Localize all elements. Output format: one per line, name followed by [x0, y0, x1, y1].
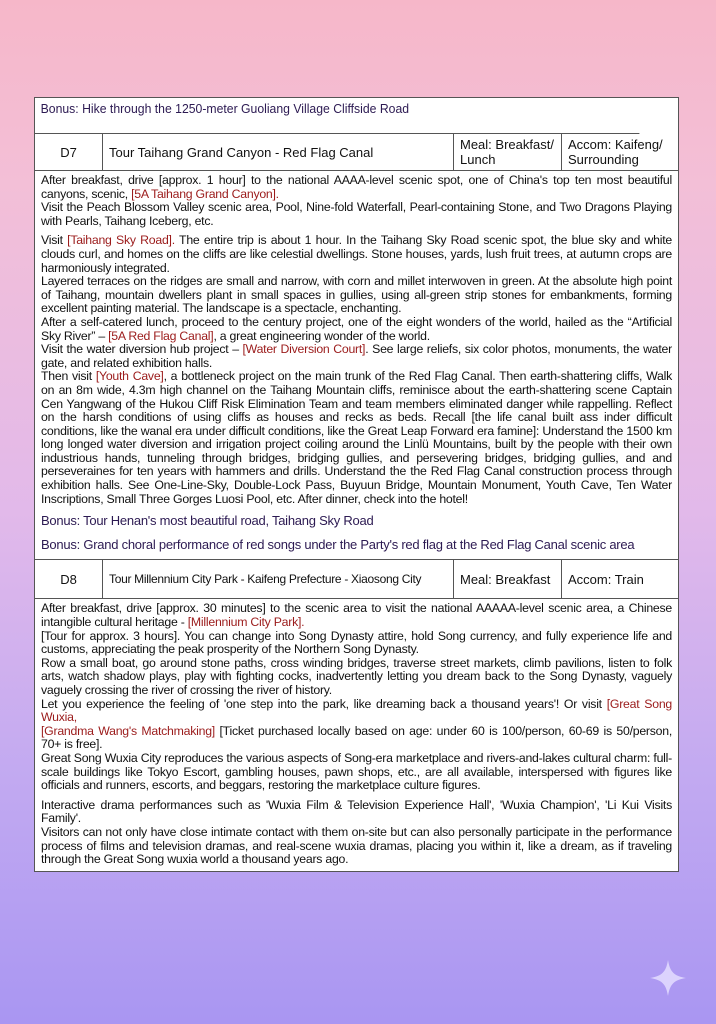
route-title: Tour Millennium City Park - Kaifeng Prefecture - Xiaosong City [103, 560, 454, 598]
bonus-guoliang: Bonus: Hike through the 1250-meter Guoliang Village Cliffside Road [35, 98, 639, 134]
four-point-star-icon [648, 958, 688, 998]
day-details-d8 [35, 599, 678, 870]
paragraph: Layered terraces on the ridges are small and narrow, with corn and millet interwoven in green. At the absolute high point of Taihang, mountain dwellers plant in small spaces in gullies, using all-green strip stones for embankments, forming excellent painting material. The landscape is a spectacle, enchanting. [41, 274, 672, 316]
day-details-d7 [35, 171, 678, 560]
paragraph: After breakfast, drive [approx. 1 hour] to the national AAAA-level scenic spot, one of China's top ten most beautiful canyons, scenic, [5A Taihang Grand Canyon]. [41, 173, 672, 201]
highlight-text: [Great Song Wuxia, [41, 696, 673, 725]
highlight-text: [5A Red Flag Canal] [104, 328, 214, 343]
day-label: D7 [35, 134, 103, 170]
paragraph: Then visit [Youth Cave], a bottleneck project on the main trunk of the Red Flag Canal. Then earth-shattering cliffs, Walk on an 8m wide, 4.3m high channel on the Taihang Mountain cliffs, reminisce about the earth-shattering scene Captain Cen Yangwang of the Hukou Cliff Risk Elimination Team and team members eliminated danger while rappelling. Reflect on the harsh conditions of using cliffs as houses and recks as beds. Recall [the life canal built ass inder difficult conditions, like the wanal era under difficult conditions, like the Great Leap Forward era famine]: Understand the 1500 km long longed water diversion and irrigation project coiling around the Linlü Mountains, built by the people with their own industrious hands, tunneling through bridges, bridging gullies, and persevering bridges, bridging gullies, and and perseveraines for ten years with hammers and drills. Understand the the Red Flag Canal construction process through exhibition halls. See One-Line-Sky, Double-Lock Pass, Buyuun Bridge, Mountain Monument, Youth Cave, Ten Water Inscriptions, Small Three Gorges Luosi Pool, etc. After dinner, check into the hotel! [41, 369, 672, 506]
paragraph: Let you experience the feeling of 'one step into the park, like dreaming back a thousand years'! Or visit [Great Song Wuxia, [41, 696, 673, 725]
day-row-d7 [35, 134, 678, 171]
paragraph: [Grandma Wang's Matchmaking] [Ticket purchased locally based on age: under 60 is 100/person, 60-69 is 50/person, 70+ is free]. [41, 723, 673, 752]
highlight-text: [Water Diversion Court] [238, 342, 366, 357]
paragraph: After a self-catered lunch, proceed to the century project, one of the eight wonders of the world, hailed as the “Artificial Sky River” – [5A Red Flag Canal], a great engineering wonder of the world. [41, 314, 672, 343]
highlight-text: [Youth Cave] [91, 369, 164, 384]
route-title: Tour Taihang Grand Canyon - Red Flag Canal [103, 134, 454, 170]
accom-info: Accom: Kaifeng/ Surrounding [568, 137, 663, 167]
paragraph: Great Song Wuxia City reproduces the various aspects of Song-era marketplace and rivers-and-lakes cultural charm: full-scale buildings like Tokyo Escort, gambling houses, pawn shops, etc., are all available, interspersed with figures like officials and runners, escorts, and beggars, restoring the marketplace culture figures. [41, 750, 672, 793]
day-label: D8 [35, 560, 103, 598]
highlight-text: [Millennium City Park]. [184, 615, 305, 630]
paragraph: Visit the Peach Blossom Valley scenic area, Pool, Nine-fold Waterfall, Pearl-containing Stone, and Two Dragons Playing with Pearls, Taihang Iceberg, etc. [41, 200, 672, 228]
paragraph: Interactive drama performances such as 'Wuxia Film & Television Experience Hall', 'Wuxia Champion', 'Li Kui Visits Family'. [41, 797, 672, 826]
highlight-text: [Taihang Sky Road]. [62, 233, 175, 248]
accom-info: Accom: Train [568, 571, 644, 587]
paragraph: Visitors can not only have close intimate contact with them on-site but can also personally participate in the performance process of films and television dramas, and real-scene wuxia dramas, placing you within it, like a dream, as if traveling through the Great Song wuxia world a thousand years ago. [41, 824, 672, 867]
bonus-sky-road: Bonus: Tour Henan's most beautiful road, Taihang Sky Road [41, 513, 374, 529]
itinerary-table [34, 97, 679, 872]
bonus-choral: Bonus: Grand choral performance of red songs under the Party's red flag at the Red Flag Canal scenic area [41, 536, 635, 552]
paragraph: Row a small boat, go around stone paths, cross winding bridges, traverse street markets, climb pavilions, listen to folk arts, watch shadow plays, play with fighting cocks, inadvertently letting you dream back to the Song Dynasty, vaguely vaguely crossing the river of crossing the river of history. [41, 655, 672, 697]
paragraph: Visit the water diversion hub project – [Water Diversion Court]. See large reliefs, six color photos, monuments, the water gate, and related exhibition halls. [41, 342, 672, 370]
meal-info: Meal: Breakfast [454, 560, 562, 598]
highlight-text: [5A Taihang Grand Canyon]. [127, 186, 279, 201]
day-row-d8 [35, 560, 678, 599]
paragraph: Visit [Taihang Sky Road]. The entire trip is about 1 hour. In the Taihang Sky Road scenic spot, the blue sky and white clouds curl, and homes on the cliffs are like celestial dwellings. Stone houses, yards, lush fruit trees, at autumn crops are harmoniously integrated. [41, 233, 672, 275]
meal-info: Meal: Breakfast/ Lunch [454, 134, 562, 170]
paragraph: [Tour for approx. 3 hours]. You can change into Song Dynasty attire, hold Song currency, and fully experience life and customs, appreciating the peak prosperity of the Northern Song Dynasty. [41, 628, 672, 657]
paragraph: After breakfast, drive [approx. 30 minutes] to the scenic area to visit the national AAAAA-level scenic area, a Chinese intangible cultural heritage - [Millennium City Park]. [41, 601, 672, 630]
highlight-text: [Grandma Wang's Matchmaking] [41, 723, 215, 738]
